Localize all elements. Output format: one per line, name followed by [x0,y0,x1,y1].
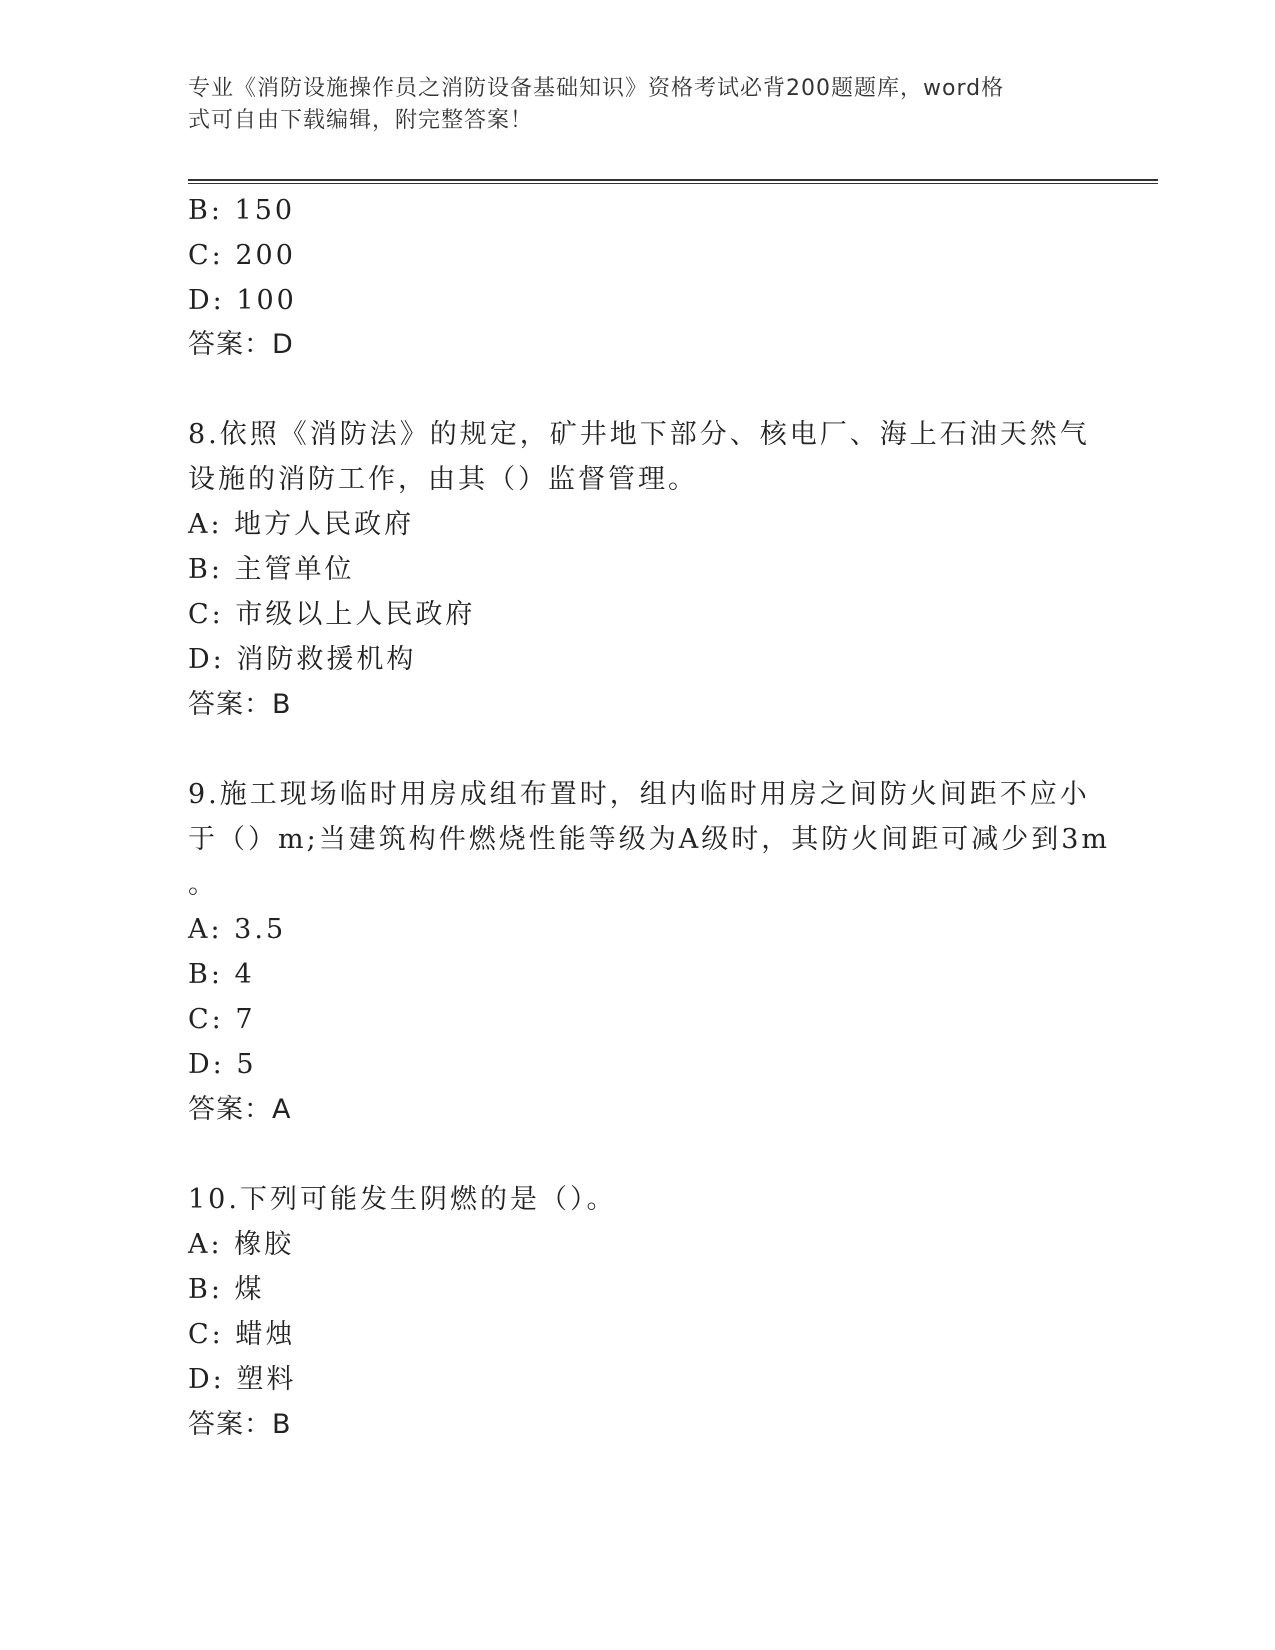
q8-stem-line-1: 8.依照《消防法》的规定，矿井地下部分、核电厂、海上石油天然气 [188,419,1090,450]
q9-option-c: C: 7 [188,1004,256,1035]
header-line-1: 专业《消防设施操作员之消防设备基础知识》资格考试必背200题题库，word格 [188,76,1005,101]
prev-answer: 答案：D [188,329,294,360]
q9-stem-line-2: 于（）m;当建筑构件燃烧性能等级为A级时，其防火间距可减少到3m [188,824,1110,855]
q8-option-b: B: 主管单位 [188,554,355,585]
q9-answer: 答案：A [188,1094,292,1125]
q8-answer: 答案：B [188,689,292,720]
prev-option-d: D: 100 [188,285,297,316]
document-header [188,73,1068,137]
prev-option-b: B: 150 [188,195,296,226]
q9-option-b: B: 4 [188,959,255,990]
q8-option-a: A: 地方人民政府 [188,509,415,540]
header-divider-thick [188,179,1158,181]
header-line-2: 式可自由下载编辑，附完整答案！ [188,108,534,133]
q9-stem-line-3: 。 [188,869,218,900]
q9-stem-line-1: 9.施工现场临时用房成组布置时，组内临时用房之间防火间距不应小 [188,779,1090,810]
q8-option-d: D: 消防救援机构 [188,644,417,675]
q10-option-d: D: 塑料 [188,1364,297,1395]
q10-stem-line-1: 10.下列可能发生阴燃的是（）。 [188,1184,617,1215]
q9-option-a: A: 3.5 [188,914,287,945]
q10-answer: 答案：B [188,1409,292,1440]
q9-option-d: D: 5 [188,1049,257,1080]
q10-option-c: C: 蜡烛 [188,1319,296,1350]
q10-option-b: B: 煤 [188,1274,265,1305]
q10-option-a: A: 橡胶 [188,1229,295,1260]
q8-stem-line-2: 设施的消防工作，由其（）监督管理。 [188,464,698,495]
prev-option-c: C: 200 [188,240,296,271]
header-divider-thin [188,183,1158,184]
q8-option-c: C: 市级以上人民政府 [188,599,476,630]
